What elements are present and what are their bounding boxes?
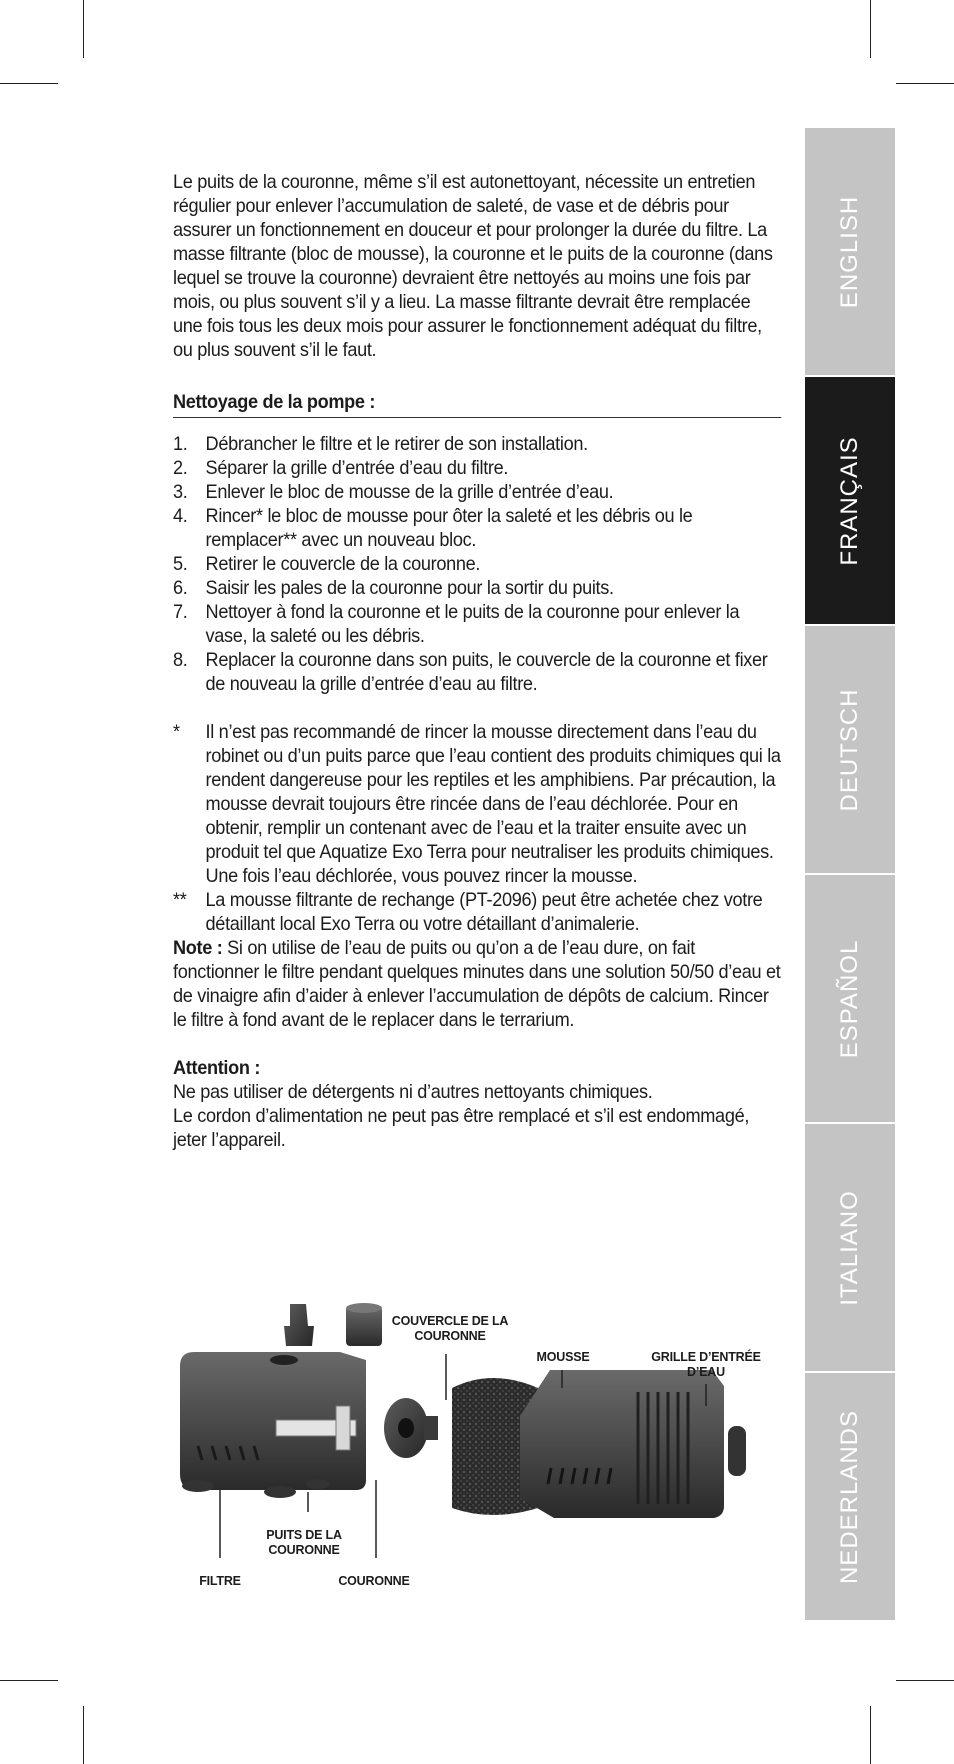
footnotes	[173, 720, 781, 936]
list-item	[173, 456, 781, 480]
crop-mark	[0, 83, 58, 84]
crop-mark	[896, 1680, 954, 1681]
tab-english[interactable]	[805, 128, 895, 377]
tab-espanol[interactable]	[805, 875, 895, 1124]
intro-paragraph: Le puits de la couronne, même s’il est autonettoyant, nécessite un entretien régulier pour enlever l’accumulation de saleté, de vase et de débris pour assurer un fonctionnement en douceur et pour prolonger la durée du filtre. La masse filtrante (bloc de mousse), la couronne et le puits de la couronne (dans lequel se trouve la couronne) devraient être nettoyés au moins une fois par mois, ou plus souvent s’il y a lieu. La masse filtrante devrait être remplacée une fois tous les deux mois pour assurer le fonctionnement adéquat du filtre, ou plus souvent s’il le faut.	[173, 171, 773, 361]
footnote	[173, 720, 781, 888]
tab-label: DEUTSCH	[836, 687, 863, 812]
crop-mark	[870, 0, 871, 58]
list-item	[173, 576, 781, 600]
attention-block	[173, 1056, 781, 1152]
list-item	[173, 600, 781, 648]
language-tabs	[805, 128, 895, 1622]
tab-label: ENGLISH	[836, 195, 863, 308]
step-number: 7.	[173, 601, 188, 623]
nozzle-cap	[284, 1304, 314, 1346]
crop-mark	[896, 83, 954, 84]
tab-italiano[interactable]	[805, 1124, 895, 1373]
attention-line: Ne pas utiliser de détergents ni d’autres nettoyants chimiques.	[173, 1081, 653, 1103]
step-text: Retirer le couvercle de la couronne.	[205, 553, 481, 575]
footnote-mark: **	[173, 889, 187, 911]
intake-grille	[520, 1370, 724, 1518]
label-mousse: MOUSSE	[536, 1350, 590, 1364]
list-item	[173, 480, 781, 504]
tab-label: ESPAÑOL	[836, 939, 863, 1058]
tab-nederlands[interactable]	[805, 1373, 895, 1622]
label-couronne: COURONNE	[338, 1574, 410, 1588]
step-text: Débrancher le filtre et le retirer de son installation.	[205, 433, 588, 455]
list-item	[173, 504, 781, 552]
list-item	[173, 432, 781, 456]
pump-diagram	[168, 1296, 788, 1596]
step-text: Rincer* le bloc de mousse pour ôter la saleté et les débris ou le remplacer** avec un nouveau bloc.	[205, 505, 693, 551]
main-content	[173, 170, 781, 1152]
crop-mark	[83, 0, 84, 58]
footnote	[173, 888, 781, 936]
step-text: Saisir les pales de la couronne pour la sortir du puits.	[205, 577, 614, 599]
section-heading: Nettoyage de la pompe :	[173, 390, 781, 418]
attention-label: Attention :	[173, 1057, 261, 1079]
callout-text: GRILLE D’ENTRÉE	[651, 1350, 761, 1364]
callout-text: D’EAU	[687, 1365, 725, 1379]
note-paragraph	[173, 936, 781, 1032]
step-number: 3.	[173, 481, 188, 503]
crop-mark	[83, 1706, 84, 1764]
callout-text: PUITS DE LA	[266, 1528, 342, 1542]
label-grille	[646, 1350, 766, 1380]
step-text: Enlever le bloc de mousse de la grille d’entrée d’eau.	[205, 481, 614, 503]
list-item	[173, 648, 781, 696]
crop-mark	[0, 1680, 58, 1681]
step-number: 2.	[173, 457, 188, 479]
note-label: Note :	[173, 937, 223, 959]
footnote-mark: *	[173, 721, 180, 743]
footnote-text: Il n’est pas recommandé de rincer la mousse directement dans l’eau du robinet ou d’un puits parce que l’eau contient des produits chimiques qui la rendent dangereuse pour les reptiles et les amphibiens. Par précaution, la mousse devrait toujours être rincée dans de l’eau déchlorée. Pour en obtenir, remplir un contenant avec de l’eau et la traiter ensuite avec un produit tel que Aquatize Exo Terra pour neutraliser les produits chimiques. Une fois l’eau déchlorée, vous pouvez rincer la mousse.	[205, 721, 781, 887]
tab-label: NEDERLANDS	[836, 1409, 863, 1584]
label-couvercle	[390, 1314, 510, 1344]
step-text: Replacer la couronne dans son puits, le couvercle de la couronne et fixer de nouveau la grille d’entrée d’eau au filtre.	[205, 649, 768, 695]
tab-label: FRANÇAIS	[836, 435, 863, 566]
tab-francais[interactable]	[805, 377, 895, 626]
step-number: 6.	[173, 577, 188, 599]
label-puits	[254, 1528, 354, 1558]
label-filtre: FILTRE	[199, 1574, 241, 1588]
tab-label: ITALIANO	[836, 1189, 863, 1306]
step-text: Séparer la grille d’entrée d’eau du filtre.	[205, 457, 509, 479]
callout-text: COUVERCLE DE LA	[391, 1314, 509, 1328]
step-number: 5.	[173, 553, 188, 575]
step-number: 4.	[173, 505, 188, 527]
callout-text: COURONNE	[268, 1543, 340, 1557]
steps-list	[173, 432, 781, 696]
tab-deutsch[interactable]	[805, 626, 895, 875]
footnote-text: La mousse filtrante de rechange (PT-2096) peut être achetée chez votre détaillant local Exo Terra ou votre détaillant d’animalerie.	[205, 889, 763, 935]
step-number: 8.	[173, 649, 188, 671]
callout-text: COURONNE	[414, 1329, 486, 1343]
step-text: Nettoyer à fond la couronne et le puits de la couronne pour enlever la vase, la saleté ou les débris.	[205, 601, 740, 647]
note-text: Si on utilise de l’eau de puits ou qu’on a de l’eau dure, on fait fonctionner le filtre pendant quelques minutes dans une solution 50/50 d’eau et de vinaigre afin d’aider à enlever l’accumulation de dépôts de calcium. Rincer le filtre à fond avant de le replacer dans le terrarium.	[173, 937, 781, 1031]
step-number: 1.	[173, 433, 188, 455]
attention-line: Le cordon d’alimentation ne peut pas être remplacé et s’il est endommagé, jeter l’appareil.	[173, 1105, 750, 1151]
list-item	[173, 552, 781, 576]
crop-mark	[870, 1706, 871, 1764]
